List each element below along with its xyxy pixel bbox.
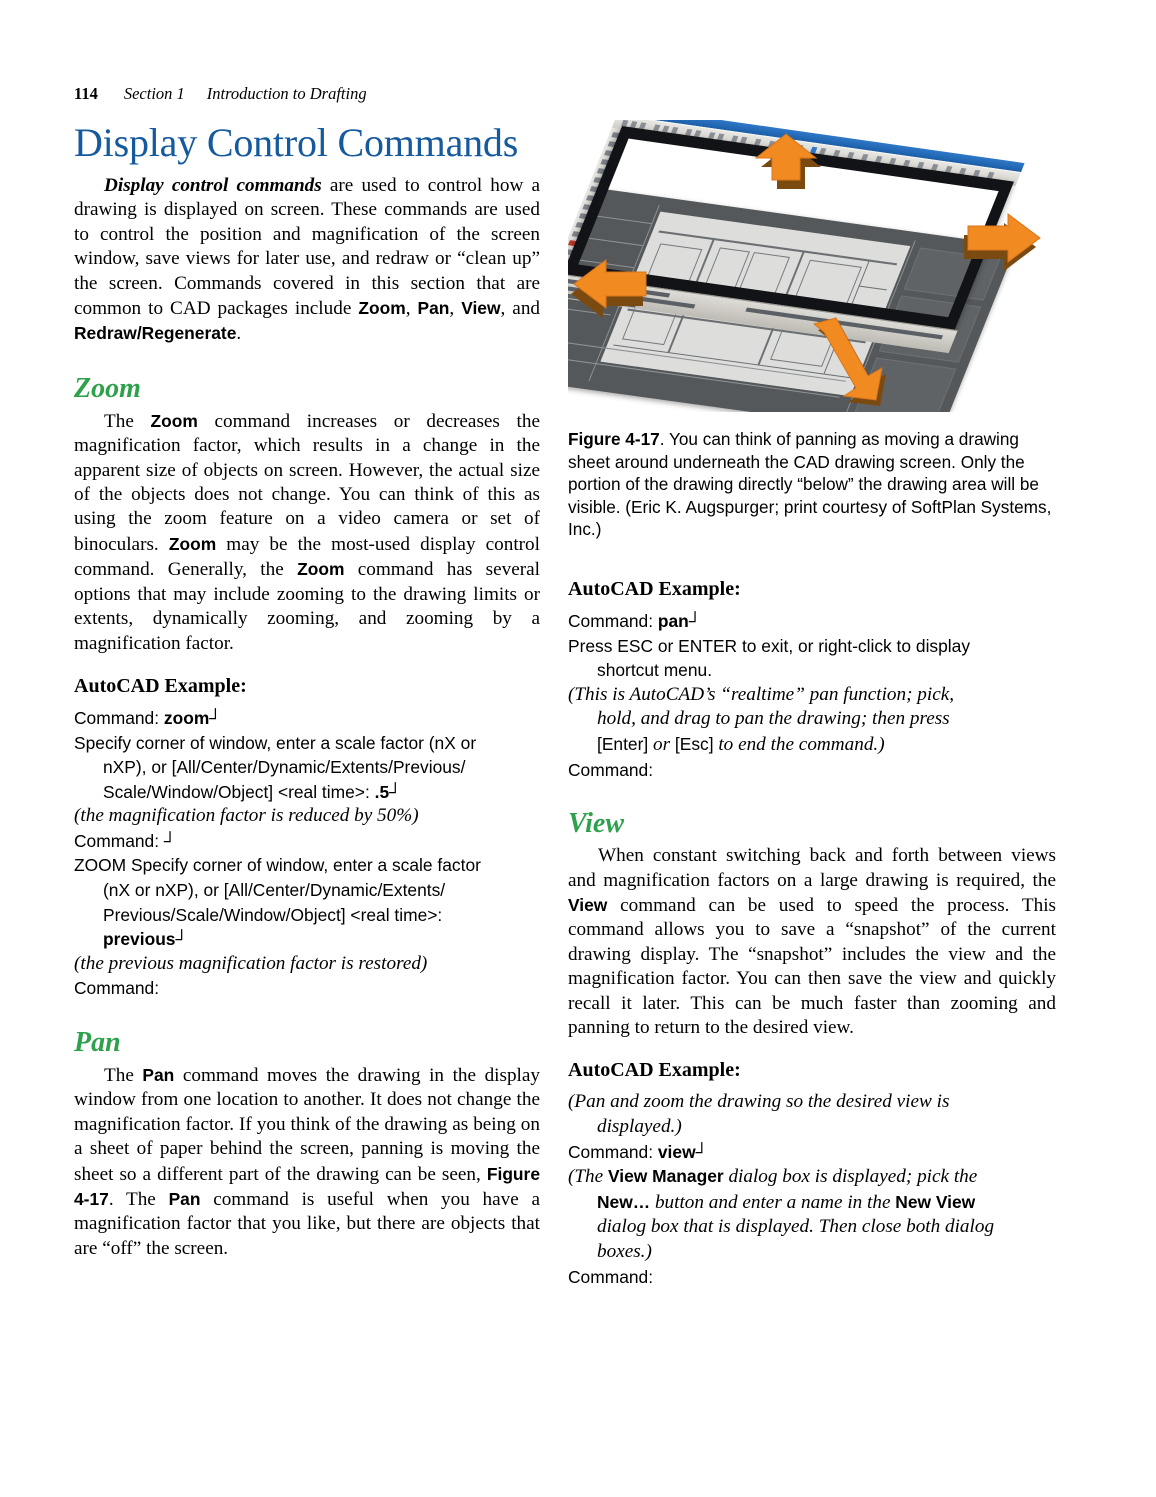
view-paragraph (568, 844, 1056, 1040)
cmd-input: .5 (374, 781, 390, 802)
cmd-text: (nX or nXP), or [All/Center/Dynamic/Extents/ (103, 880, 446, 901)
cmd-text: Command: (568, 1141, 658, 1162)
intro-bold-redraw: Redraw/Regenerate (74, 323, 237, 344)
figure-stage (568, 120, 1056, 412)
zoom-bold-2: Zoom (168, 533, 217, 554)
cmd-text: Command: (568, 759, 654, 780)
figure-caption-text: . You can think of panning as moving a drawing sheet around underneath the CAD drawing screen. Only the portion of the drawing directly “below” the drawing area will be visible. (Eric K. Augspurger; print courtesy of SoftPlan Systems, Inc.) (568, 429, 1052, 540)
intro-text-1: are used to control how a drawing is displayed on screen. These commands are used to control the position and magnification of the screen window, save views for later use, and redraw or “clean up” the screen. Commands covered in this section that are common to CAD packages include (74, 175, 540, 320)
figure-4-17-artwork (568, 120, 1056, 412)
view-example-heading: AutoCAD Example: (568, 1059, 741, 1082)
running-head (74, 84, 974, 104)
pan-transcript-line-6 (568, 758, 1056, 783)
intro-text-3: , (449, 298, 462, 320)
cmd-text: Previous/Scale/Window/Object] <real time>: (103, 904, 443, 925)
view-bold-1: View (568, 894, 608, 915)
arrow-right-icon (966, 212, 1050, 274)
pan-transcript-line-4: hold, and drag to pan the drawing; then press (597, 708, 950, 730)
cmd-text: ZOOM Specify corner of window, enter a scale factor (74, 855, 481, 876)
pan-text-1: The (104, 1065, 143, 1087)
zoom-transcript-line-11 (74, 976, 540, 1001)
pan-command-transcript (568, 609, 1056, 782)
zoom-transcript-line-0 (74, 706, 540, 731)
pan-text-2: command moves the drawing in the display window from one location to another. It does not change the magnification factor. If you think of the drawing as being on a sheet of paper behind the screen, panning is moving the sheet so a different part of the drawing can be seen, (74, 1065, 540, 1185)
pan-transcript-line-0 (568, 609, 1056, 634)
cmd-text: Command: (74, 707, 164, 728)
section-label: Section 1 (123, 84, 185, 103)
pan-bold-2: Pan (168, 1189, 201, 1210)
view-transcript-line-4: New… button and enter a name in the New View (597, 1191, 976, 1213)
zoom-text-1: The (104, 410, 151, 432)
dialog-name: View Manager (607, 1166, 724, 1187)
cmd-text: Press ESC or ENTER to exit, or right-click to display (568, 635, 971, 656)
pan-transcript-line-5: [Enter] or [Esc] to end the command.) (597, 733, 885, 755)
view-transcript-line-0: (Pan and zoom the drawing so the desired view is (568, 1091, 950, 1113)
pan-transcript-line-2 (568, 658, 1056, 683)
new-button-label: New… (597, 1191, 651, 1212)
pan-paragraph (74, 1063, 540, 1261)
pan-transcript-line-1 (568, 634, 1056, 659)
view-text-2: command can be used to speed the process. This command allows you to save a “snapshot” of the current drawing display. The “snapshot” includes the view and the magnification factor. You can then save the view and quickly recall it later. This can be much faster than zooming and panning to return to the desired view. (568, 894, 1056, 1038)
return-key-symbol: ┘ (175, 929, 188, 950)
cmd-input: view (657, 1141, 696, 1162)
cmd-text: Command: (74, 978, 160, 999)
view-transcript-line-2 (568, 1140, 1056, 1165)
intro-bold-zoom: Zoom (358, 298, 406, 319)
cmd-text: Command: ┘ (74, 830, 177, 851)
page-number: 114 (74, 84, 98, 103)
zoom-paragraph (74, 409, 540, 656)
view-transcript-line-3: (The View Manager dialog box is displayed; pick the (568, 1166, 978, 1188)
intro-text-5: . (236, 323, 242, 345)
zoom-transcript-line-3 (74, 780, 540, 805)
return-key-symbol: ┘ (389, 781, 402, 802)
zoom-transcript-line-7 (74, 878, 540, 903)
cmd-text: nXP), or [All/Center/Dynamic/Extents/Previous/ (103, 757, 466, 778)
view-command-transcript (568, 1090, 1056, 1289)
pan-text-4: command is useful when you have a magnification factor that you like, but there are objects that are “off” the screen. (74, 1189, 541, 1259)
view-text-1: When constant switching back and forth between views and magnification factors on a large drawing is required, the (568, 845, 1056, 891)
intro-bold-view: View (461, 298, 501, 319)
heading-view: View (568, 808, 625, 840)
zoom-transcript-line-2 (74, 755, 540, 780)
intro-lead-in: Display control commands (104, 175, 322, 196)
page-title: Display Control Commands (74, 120, 519, 165)
return-key-symbol: ┘ (688, 610, 702, 631)
key-esc: [Esc] (674, 733, 714, 754)
zoom-bold-1: Zoom (150, 410, 198, 431)
cmd-input: zoom (163, 707, 210, 728)
intro-paragraph (74, 174, 540, 347)
view-transcript-line-6: boxes.) (597, 1240, 652, 1262)
pan-example-heading: AutoCAD Example: (568, 577, 741, 600)
cmd-text: Specify corner of window, enter a scale factor (nX or (74, 732, 477, 753)
right-column (568, 120, 1056, 1289)
view-transcript-line-5: dialog box that is displayed. Then close both dialog (597, 1216, 995, 1238)
zoom-bold-3: Zoom (297, 559, 345, 580)
zoom-transcript-line-4: (the magnification factor is reduced by 50%) (74, 805, 419, 827)
zoom-text-2: command increases or decreases the magnification factor, which results in a change in the apparent size of objects on screen. However, the actual size of the objects does not change. You can think of this as using the zoom feature on a video camera or set of binoculars. (74, 410, 540, 555)
arrow-up-icon (750, 132, 824, 194)
return-key-symbol: ┘ (695, 1141, 708, 1162)
figure-label: Figure 4-17 (568, 429, 660, 449)
zoom-transcript-line-1 (74, 731, 540, 756)
intro-bold-pan: Pan (417, 298, 450, 319)
key-enter: [Enter] (597, 733, 649, 754)
heading-zoom: Zoom (74, 372, 141, 404)
zoom-command-transcript (74, 706, 540, 1001)
pan-transcript-line-3: (This is AutoCAD’s “realtime” pan function; pick, (568, 683, 955, 705)
zoom-transcript-line-8 (74, 903, 540, 928)
zoom-transcript-line-5 (74, 829, 540, 854)
zoom-transcript-line-10: (the previous magnification factor is restored) (74, 952, 428, 974)
left-column (74, 120, 540, 1261)
pan-figure-ref: Figure 4-17 (74, 1163, 540, 1210)
zoom-text-4: command has several options that may include zooming to the drawing limits or extents, dynamically zooming, and zooming by a magnification factor. (74, 559, 540, 654)
zoom-transcript-line-6 (74, 853, 540, 878)
figure-caption (568, 428, 1056, 541)
new-view-dialog-name: New View (895, 1191, 976, 1212)
zoom-text-3: may be the most-used display control command. Generally, the (74, 533, 540, 581)
zoom-transcript-line-9 (74, 927, 540, 952)
cmd-text: shortcut menu. (597, 660, 713, 681)
cmd-text: Command: (568, 1266, 654, 1287)
cmd-input: previous (103, 929, 176, 950)
section-title: Introduction to Drafting (206, 84, 367, 103)
arrow-down-icon (806, 318, 892, 404)
intro-text-2: , (405, 298, 418, 320)
view-transcript-line-1: displayed.) (597, 1115, 682, 1137)
cmd-text: Scale/Window/Object] <real time>: (103, 781, 375, 802)
zoom-example-heading: AutoCAD Example: (74, 674, 247, 697)
intro-text-4: , and (500, 298, 541, 320)
heading-pan: Pan (74, 1027, 121, 1059)
arrow-left-icon (572, 258, 656, 320)
cmd-input: pan (657, 610, 689, 631)
pan-bold-1: Pan (142, 1065, 175, 1086)
return-key-symbol: ┘ (209, 707, 222, 728)
view-transcript-line-7 (568, 1265, 1056, 1290)
cmd-text: Command: (568, 610, 658, 631)
pan-text-3: . The (108, 1189, 169, 1211)
